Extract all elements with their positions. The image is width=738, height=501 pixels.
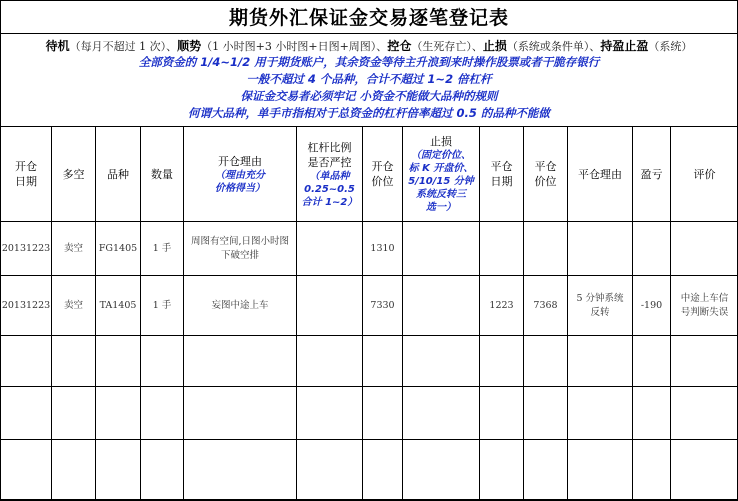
- header-open-reason-text: 开仓理由: [218, 155, 262, 168]
- cell-stop-loss: [403, 336, 480, 387]
- trade-log-table: [0, 126, 738, 501]
- cell-pnl: [633, 222, 671, 276]
- principle-stoploss-label: 止损: [483, 39, 507, 53]
- principle-wait-label: 待机: [46, 39, 70, 53]
- header-close-reason: 平仓理由: [568, 127, 633, 222]
- cell-close-price: [524, 387, 568, 440]
- cell-open-date: 20131223: [1, 222, 52, 276]
- cell-product: [96, 440, 141, 501]
- principle-takeprofit-label: 持盈止盈: [600, 39, 648, 53]
- header-open-price-text: 开仓 价位: [372, 160, 394, 188]
- cell-close-date: 1223: [480, 276, 524, 336]
- cell-review: [671, 222, 738, 276]
- cell-quantity: [141, 440, 184, 501]
- cell-review: [671, 387, 738, 440]
- cell-review: [671, 336, 738, 387]
- cell-direction: [52, 336, 96, 387]
- cell-open-reason: 周图有空间,日图小时图下破空排: [184, 222, 297, 276]
- cell-close-date: [480, 336, 524, 387]
- table-row: [1, 440, 738, 501]
- rule-principles: [0, 37, 738, 54]
- cell-stop-loss: [403, 276, 480, 336]
- header-product: 品种: [96, 127, 141, 222]
- header-close-date: [480, 127, 524, 222]
- header-open-price: [363, 127, 403, 222]
- cell-leverage: [297, 276, 363, 336]
- header-open-date-text: 开仓 日期: [15, 160, 37, 188]
- cell-close-price: [524, 440, 568, 501]
- table-row: [1, 387, 738, 440]
- cell-close-reason: [568, 222, 633, 276]
- cell-close-date: [480, 222, 524, 276]
- cell-close-reason: 5 分钟系统反转: [568, 276, 633, 336]
- cell-open-reason: [184, 440, 297, 501]
- principle-trend-note: （1 小时图+3 小时图+日图+周图）、: [201, 40, 387, 53]
- cell-review: 中途上车信号判断失误: [671, 276, 738, 336]
- header-stop-loss-note: （固定价位、 标 K 开盘价、 5/10/15 分钟 系统反转三 选一）: [403, 149, 479, 214]
- table-row: [1, 336, 738, 387]
- principle-takeprofit-note: （系统）: [648, 40, 692, 53]
- sheet-title: 期货外汇保证金交易逐笔登记表: [0, 0, 738, 33]
- cell-open-date: [1, 336, 52, 387]
- header-stop-loss: [403, 127, 480, 222]
- cell-close-price: [524, 222, 568, 276]
- header-close-price: [524, 127, 568, 222]
- cell-pnl: [633, 387, 671, 440]
- rule-capital-allocation: 全部资金的 1/4~1/2 用于期货账户，其余资金等待主升浪到来时操作股票或者干脆存银行: [0, 54, 738, 70]
- cell-leverage: [297, 440, 363, 501]
- cell-open-price: 7330: [363, 276, 403, 336]
- cell-pnl: -190: [633, 276, 671, 336]
- cell-close-price: 7368: [524, 276, 568, 336]
- cell-close-reason: [568, 336, 633, 387]
- cell-product: FG1405: [96, 222, 141, 276]
- principle-trend-label: 顺势: [177, 39, 201, 53]
- cell-open-date: [1, 440, 52, 501]
- cell-open-price: [363, 387, 403, 440]
- rule-product-limit: 一般不超过 4 个品种，合计不超过 1~2 倍杠杆: [0, 71, 738, 87]
- cell-quantity: 1 手: [141, 276, 184, 336]
- cell-stop-loss: [403, 387, 480, 440]
- header-quantity: 数量: [141, 127, 184, 222]
- principle-wait-note: （每月不超过 1 次）、: [70, 40, 178, 53]
- cell-direction: 卖空: [52, 222, 96, 276]
- cell-leverage: [297, 222, 363, 276]
- cell-close-price: [524, 336, 568, 387]
- cell-direction: [52, 387, 96, 440]
- header-direction: 多空: [52, 127, 96, 222]
- header-leverage: [297, 127, 363, 222]
- trading-rules: [0, 33, 738, 126]
- rule-small-capital: 保证金交易者必须牢记 小资金不能做大品种的规则: [0, 88, 738, 104]
- principle-position-label: 控仓: [387, 39, 411, 53]
- cell-open-price: [363, 336, 403, 387]
- cell-close-date: [480, 440, 524, 501]
- cell-product: [96, 336, 141, 387]
- header-open-reason: [184, 127, 297, 222]
- header-open-reason-note: （理由充分 价格得当）: [184, 169, 296, 195]
- cell-pnl: [633, 440, 671, 501]
- cell-open-date: [1, 387, 52, 440]
- principle-position-note: （生死存亡）、: [411, 40, 483, 53]
- cell-direction: [52, 440, 96, 501]
- header-close-price-text: 平仓 价位: [535, 160, 557, 188]
- cell-stop-loss: [403, 222, 480, 276]
- header-close-date-text: 平仓 日期: [491, 160, 513, 188]
- cell-quantity: 1 手: [141, 222, 184, 276]
- header-leverage-note: （单品种 0.25~0.5 合计 1~2）: [297, 170, 362, 209]
- cell-pnl: [633, 336, 671, 387]
- table-header-row: [1, 127, 738, 222]
- table-row: [1, 276, 738, 336]
- cell-direction: 卖空: [52, 276, 96, 336]
- cell-open-date: 20131223: [1, 276, 52, 336]
- table-row: [1, 222, 738, 276]
- cell-quantity: [141, 336, 184, 387]
- cell-open-reason: [184, 387, 297, 440]
- cell-open-price: 1310: [363, 222, 403, 276]
- header-review: 评价: [671, 127, 738, 222]
- header-stop-loss-text: 止损: [430, 135, 452, 148]
- cell-close-date: [480, 387, 524, 440]
- cell-product: TA1405: [96, 276, 141, 336]
- rule-large-product: 何谓大品种，单手市指相对于总资金的杠杆倍率超过 0.5 的品种不能做: [0, 105, 738, 121]
- header-open-date: [1, 127, 52, 222]
- cell-stop-loss: [403, 440, 480, 501]
- principle-stoploss-note: （系统或条件单）、: [507, 40, 601, 53]
- cell-review: [671, 440, 738, 501]
- cell-close-reason: [568, 387, 633, 440]
- header-leverage-text: 杠杆比例 是否严控: [308, 141, 352, 169]
- cell-open-price: [363, 440, 403, 501]
- header-pnl: 盈亏: [633, 127, 671, 222]
- cell-leverage: [297, 387, 363, 440]
- cell-product: [96, 387, 141, 440]
- cell-quantity: [141, 387, 184, 440]
- cell-open-reason: [184, 336, 297, 387]
- cell-leverage: [297, 336, 363, 387]
- cell-close-reason: [568, 440, 633, 501]
- cell-open-reason: 妄图中途上车: [184, 276, 297, 336]
